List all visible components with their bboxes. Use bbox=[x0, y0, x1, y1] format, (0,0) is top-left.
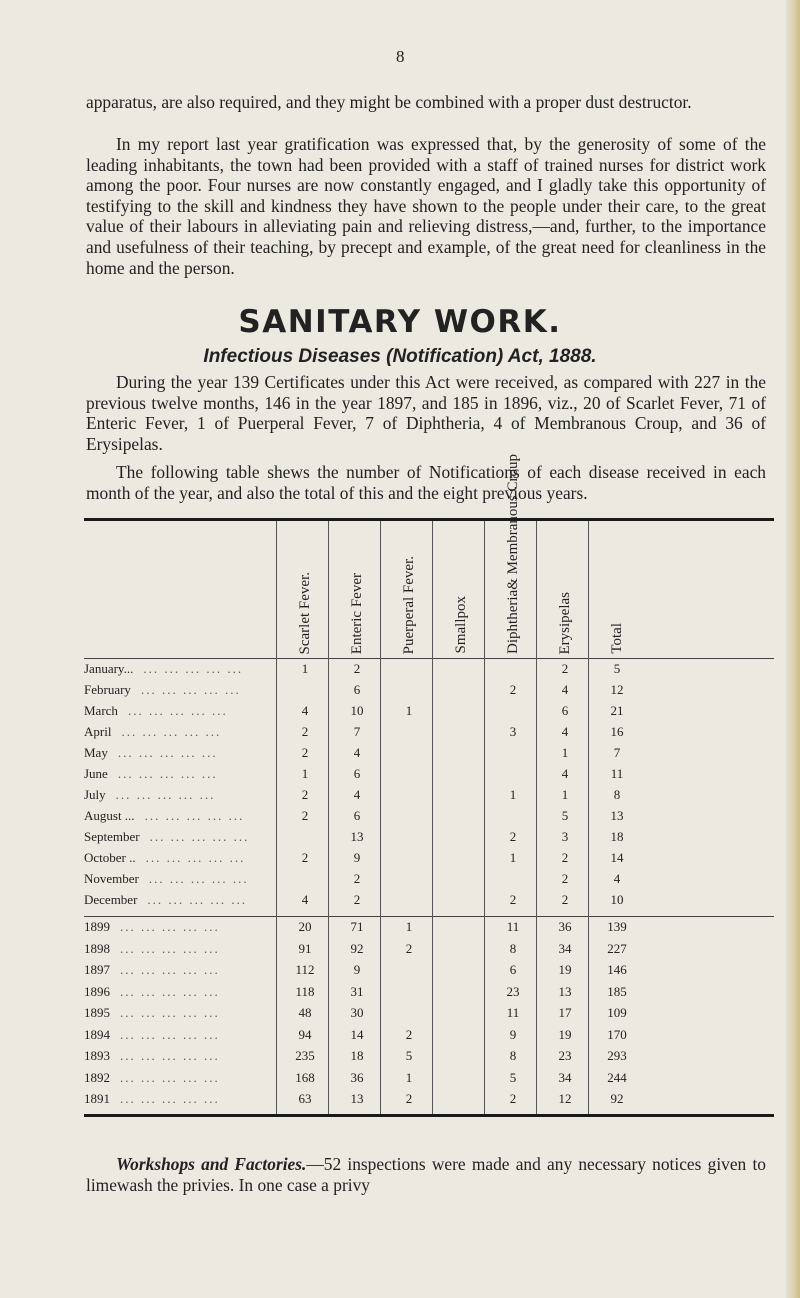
cell-diphtheria-croup: 1 bbox=[509, 787, 517, 802]
leader-dots: ... ... ... ... ... bbox=[145, 850, 246, 865]
cell-erysipelas: 36 bbox=[558, 919, 572, 934]
cell-scarlet-fever: 112 bbox=[295, 962, 315, 977]
cell-erysipelas: 2 bbox=[561, 850, 569, 865]
cell-puerperal-fever: 2 bbox=[405, 940, 413, 956]
month-row bbox=[84, 829, 774, 845]
column-header-label: Total bbox=[609, 623, 625, 654]
workshops-paragraph bbox=[86, 1154, 766, 1195]
leader-dots: ... ... ... ... ... bbox=[148, 871, 249, 886]
year-row bbox=[84, 941, 774, 957]
leader-dots: ... ... ... ... ... bbox=[144, 808, 245, 823]
column-header-label: Enteric Fever bbox=[349, 572, 365, 654]
year-row bbox=[84, 1070, 774, 1086]
leader-dots: ... ... ... ... ... bbox=[120, 940, 220, 956]
row-label-text: 1898 bbox=[84, 940, 110, 956]
cell-erysipelas: 4 bbox=[561, 724, 569, 739]
cell-scarlet-fever: 48 bbox=[298, 1005, 312, 1020]
cell-diphtheria-croup: 8 bbox=[509, 940, 517, 956]
cell-scarlet-fever: 2 bbox=[301, 745, 309, 760]
row-label-text: 1891 bbox=[84, 1091, 110, 1106]
cell-scarlet-fever: 4 bbox=[301, 892, 309, 907]
row-label-text: August ... bbox=[84, 808, 135, 823]
cell-diphtheria-croup: 2 bbox=[509, 1091, 517, 1106]
year-row bbox=[84, 984, 774, 1000]
row-label bbox=[84, 871, 249, 887]
cell-total: 4 bbox=[613, 871, 621, 886]
cell-puerperal-fever: 5 bbox=[405, 1048, 413, 1063]
column-header-label: Erysipelas bbox=[557, 591, 573, 654]
column-header-enteric-fever bbox=[334, 528, 380, 654]
cell-scarlet-fever: 2 bbox=[301, 808, 309, 823]
cell-diphtheria-croup: 23 bbox=[506, 983, 520, 999]
cell-erysipelas: 1 bbox=[561, 745, 569, 760]
row-label bbox=[84, 829, 249, 845]
cell-enteric-fever: 9 bbox=[353, 962, 361, 977]
month-row bbox=[84, 787, 774, 803]
cell-scarlet-fever: 2 bbox=[301, 787, 309, 802]
months-years-rule bbox=[84, 916, 774, 917]
column-header-label: Scarlet Fever. bbox=[297, 571, 313, 654]
row-label bbox=[84, 787, 215, 803]
cell-total: 8 bbox=[613, 787, 621, 802]
cell-total: 293 bbox=[607, 1048, 627, 1063]
cell-erysipelas: 19 bbox=[558, 962, 572, 977]
cell-diphtheria-croup: 11 bbox=[506, 1005, 520, 1020]
column-header-puerperal-fever bbox=[386, 528, 432, 654]
cell-enteric-fever: 2 bbox=[353, 892, 361, 907]
column-header-label: Puerperal Fever. bbox=[401, 555, 417, 654]
cell-diphtheria-croup: 2 bbox=[509, 829, 517, 844]
cell-total: 12 bbox=[610, 682, 624, 697]
cell-scarlet-fever: 94 bbox=[298, 1026, 312, 1042]
cell-enteric-fever: 7 bbox=[353, 724, 361, 739]
row-label bbox=[84, 724, 221, 740]
cell-total: 14 bbox=[610, 850, 624, 865]
year-row bbox=[84, 919, 774, 935]
cell-enteric-fever: 2 bbox=[353, 661, 361, 676]
row-label bbox=[84, 745, 218, 761]
cell-diphtheria-croup: 2 bbox=[509, 892, 517, 907]
cell-total: 244 bbox=[607, 1069, 627, 1085]
cell-erysipelas: 4 bbox=[561, 682, 569, 697]
cell-enteric-fever: 10 bbox=[350, 703, 364, 718]
row-label-text: February bbox=[84, 682, 131, 697]
row-label-text: March bbox=[84, 703, 118, 718]
cell-scarlet-fever: 2 bbox=[301, 724, 309, 739]
cell-enteric-fever: 92 bbox=[350, 940, 364, 956]
row-label-text: June bbox=[84, 766, 108, 781]
month-row bbox=[84, 871, 774, 887]
cell-erysipelas: 2 bbox=[561, 892, 569, 907]
page-number: 8 bbox=[396, 47, 405, 66]
row-label bbox=[84, 919, 220, 935]
cell-puerperal-fever: 1 bbox=[405, 1069, 413, 1085]
header-rule bbox=[84, 658, 774, 659]
leader-dots: ... ... ... ... ... bbox=[120, 1069, 220, 1085]
cell-erysipelas: 2 bbox=[561, 871, 569, 886]
cell-enteric-fever: 9 bbox=[353, 850, 361, 865]
row-label bbox=[84, 941, 220, 957]
cell-erysipelas: 2 bbox=[561, 661, 569, 676]
cell-total: 11 bbox=[610, 766, 624, 781]
cell-enteric-fever: 13 bbox=[350, 829, 364, 844]
row-label-text: January... bbox=[84, 661, 134, 676]
cell-diphtheria-croup: 6 bbox=[509, 962, 517, 977]
cell-total: 5 bbox=[613, 661, 621, 676]
cell-scarlet-fever: 1 bbox=[301, 766, 309, 781]
cell-total: 21 bbox=[610, 703, 624, 718]
cell-enteric-fever: 6 bbox=[353, 808, 361, 823]
nurses-paragraph: In my report last year gratification was expressed that, by the generosity of some of the leading inhabitants, the town had been provided with a staff of trained nurses for district work among the poor. Four nurses are now constantly engaged, and I gladly take this opportunity of testifying to the skill and kindness they have shown to the people under their care, to the great value of their labours in alleviating pain and relieving distress,—and, further, to the importance and usefulness of their teaching, by precept and example, of the great need for cleanliness in the home and the person. bbox=[86, 134, 766, 278]
cell-scarlet-fever: 91 bbox=[298, 940, 312, 956]
cell-scarlet-fever: 4 bbox=[301, 703, 309, 718]
year-row bbox=[84, 1048, 774, 1064]
leader-dots: ... ... ... ... ... bbox=[147, 892, 248, 907]
cell-scarlet-fever: 235 bbox=[295, 1048, 315, 1063]
cell-scarlet-fever: 63 bbox=[298, 1091, 312, 1106]
row-label bbox=[84, 1048, 220, 1064]
leader-dots: ... ... ... ... ... bbox=[120, 1026, 220, 1042]
leader-dots: ... ... ... ... ... bbox=[149, 829, 250, 844]
cell-total: 185 bbox=[607, 983, 627, 999]
table-intro-paragraph: The following table shews the number of Notifications of each disease received in each month of the year, and also the total of this and the eight previous years. bbox=[86, 462, 766, 503]
year-row bbox=[84, 1091, 774, 1107]
cell-diphtheria-croup: 11 bbox=[506, 919, 520, 934]
column-header-label: Diphtheria& Membranous Croup bbox=[505, 454, 521, 654]
cell-enteric-fever: 13 bbox=[350, 1091, 364, 1106]
leader-dots: ... ... ... ... ... bbox=[117, 745, 218, 760]
cell-total: 146 bbox=[607, 962, 627, 977]
cell-erysipelas: 1 bbox=[561, 787, 569, 802]
column-header-scarlet-fever bbox=[282, 528, 328, 654]
month-row bbox=[84, 745, 774, 761]
year-row bbox=[84, 1027, 774, 1043]
cell-scarlet-fever: 20 bbox=[298, 919, 312, 934]
month-row bbox=[84, 724, 774, 740]
row-label bbox=[84, 850, 245, 866]
cell-total: 18 bbox=[610, 829, 624, 844]
row-label-text: 1899 bbox=[84, 919, 110, 934]
cell-scarlet-fever: 2 bbox=[301, 850, 309, 865]
row-label-text: 1894 bbox=[84, 1026, 110, 1042]
cell-enteric-fever: 14 bbox=[350, 1026, 364, 1042]
month-row bbox=[84, 703, 774, 719]
row-label-text: April bbox=[84, 724, 112, 739]
cell-total: 109 bbox=[607, 1005, 627, 1020]
row-label-text: September bbox=[84, 829, 140, 844]
row-label-text: 1896 bbox=[84, 983, 110, 999]
leader-dots: ... ... ... ... ... bbox=[120, 962, 220, 977]
cell-total: 227 bbox=[607, 940, 627, 956]
cell-puerperal-fever: 1 bbox=[405, 703, 413, 718]
row-label bbox=[84, 962, 220, 978]
leader-dots: ... ... ... ... ... bbox=[115, 787, 216, 802]
leader-dots: ... ... ... ... ... bbox=[120, 1091, 220, 1106]
row-label-text: 1893 bbox=[84, 1048, 110, 1063]
section-title: SANITARY WORK. bbox=[238, 304, 562, 340]
cell-diphtheria-croup: 1 bbox=[509, 850, 517, 865]
year-row bbox=[84, 1005, 774, 1021]
leader-dots: ... ... ... ... ... bbox=[143, 661, 244, 676]
leader-dots: ... ... ... ... ... bbox=[120, 983, 220, 999]
cell-enteric-fever: 36 bbox=[350, 1069, 364, 1085]
cell-enteric-fever: 4 bbox=[353, 745, 361, 760]
leader-dots: ... ... ... ... ... bbox=[117, 766, 218, 781]
row-label bbox=[84, 808, 244, 824]
row-label bbox=[84, 1027, 220, 1043]
cell-puerperal-fever: 2 bbox=[405, 1091, 413, 1106]
cell-erysipelas: 17 bbox=[558, 1005, 572, 1020]
cell-enteric-fever: 4 bbox=[353, 787, 361, 802]
cell-erysipelas: 19 bbox=[558, 1026, 572, 1042]
workshops-heading: Workshops and Factories. bbox=[116, 1154, 307, 1174]
column-header-diphtheria-croup bbox=[490, 454, 536, 654]
cell-erysipelas: 3 bbox=[561, 829, 569, 844]
cell-enteric-fever: 6 bbox=[353, 766, 361, 781]
row-label-text: November bbox=[84, 871, 139, 886]
row-label-text: 1892 bbox=[84, 1069, 110, 1085]
row-label bbox=[84, 661, 243, 677]
cell-puerperal-fever: 2 bbox=[405, 1026, 413, 1042]
column-header-erysipelas bbox=[542, 528, 588, 654]
table-top-rule bbox=[84, 518, 774, 521]
cell-erysipelas: 5 bbox=[561, 808, 569, 823]
column-header-smallpox bbox=[438, 528, 484, 654]
cell-puerperal-fever: 1 bbox=[405, 919, 413, 934]
leader-dots: ... ... ... ... ... bbox=[127, 703, 228, 718]
leader-dots: ... ... ... ... ... bbox=[121, 724, 222, 739]
row-label-text: October .. bbox=[84, 850, 136, 865]
workshops-text: —52 inspections were made and any necessary notices given to limewash the privies. In one case a privy bbox=[86, 1154, 766, 1195]
row-label bbox=[84, 1091, 220, 1107]
cell-scarlet-fever: 168 bbox=[295, 1069, 315, 1085]
cell-diphtheria-croup: 3 bbox=[509, 724, 517, 739]
row-label bbox=[84, 682, 241, 698]
leader-dots: ... ... ... ... ... bbox=[120, 919, 220, 934]
row-label bbox=[84, 766, 218, 782]
cell-scarlet-fever: 1 bbox=[301, 661, 309, 676]
cell-diphtheria-croup: 2 bbox=[509, 682, 517, 697]
column-header-label: Smallpox bbox=[453, 596, 469, 654]
month-row bbox=[84, 661, 774, 677]
cell-diphtheria-croup: 8 bbox=[509, 1048, 517, 1063]
month-row bbox=[84, 766, 774, 782]
row-label-text: 1895 bbox=[84, 1005, 110, 1020]
cell-total: 170 bbox=[607, 1026, 627, 1042]
cell-erysipelas: 13 bbox=[558, 983, 572, 999]
cell-erysipelas: 4 bbox=[561, 766, 569, 781]
cell-total: 7 bbox=[613, 745, 621, 760]
certificates-paragraph: During the year 139 Certificates under this Act were received, as compared with 227 in the previous twelve months, 146 in the year 1897, and 185 in 1896, viz., 20 of Scarlet Fever, 71 of Enteric Fever, 1 of Puerperal Fever, 7 of Diphtheria, 4 of Membranous Croup, and 36 of Erysipelas. bbox=[86, 372, 766, 454]
section-subtitle: Infectious Diseases (Notification) Act, 1888. bbox=[203, 346, 597, 367]
cell-enteric-fever: 6 bbox=[353, 682, 361, 697]
cell-total: 10 bbox=[610, 892, 624, 907]
cell-enteric-fever: 18 bbox=[350, 1048, 364, 1063]
cell-enteric-fever: 2 bbox=[353, 871, 361, 886]
table-bottom-rule bbox=[84, 1114, 774, 1117]
cell-erysipelas: 34 bbox=[558, 940, 572, 956]
page-edge bbox=[786, 0, 800, 1298]
cell-total: 13 bbox=[610, 808, 624, 823]
cell-diphtheria-croup: 5 bbox=[509, 1069, 517, 1085]
row-label-text: July bbox=[84, 787, 106, 802]
cell-enteric-fever: 31 bbox=[350, 983, 364, 999]
cell-erysipelas: 12 bbox=[558, 1091, 572, 1106]
cell-erysipelas: 23 bbox=[558, 1048, 572, 1063]
intro-paragraph: apparatus, are also required, and they might be combined with a proper dust destructor. bbox=[86, 92, 692, 112]
row-label bbox=[84, 984, 220, 1000]
cell-erysipelas: 34 bbox=[558, 1069, 572, 1085]
cell-erysipelas: 6 bbox=[561, 703, 569, 718]
cell-enteric-fever: 71 bbox=[350, 919, 364, 934]
row-label-text: December bbox=[84, 892, 138, 907]
leader-dots: ... ... ... ... ... bbox=[120, 1048, 220, 1063]
year-row bbox=[84, 962, 774, 978]
cell-total: 16 bbox=[610, 724, 624, 739]
month-row bbox=[84, 892, 774, 908]
month-row bbox=[84, 808, 774, 824]
row-label bbox=[84, 892, 247, 908]
cell-total: 92 bbox=[610, 1091, 624, 1106]
cell-diphtheria-croup: 9 bbox=[509, 1026, 517, 1042]
column-header-total bbox=[594, 528, 640, 654]
leader-dots: ... ... ... ... ... bbox=[120, 1005, 220, 1020]
row-label bbox=[84, 703, 228, 719]
leader-dots: ... ... ... ... ... bbox=[140, 682, 241, 697]
row-label bbox=[84, 1005, 220, 1021]
cell-enteric-fever: 30 bbox=[350, 1005, 364, 1020]
row-label-text: May bbox=[84, 745, 108, 760]
row-label bbox=[84, 1070, 220, 1086]
month-row bbox=[84, 850, 774, 866]
cell-total: 139 bbox=[607, 919, 627, 934]
cell-scarlet-fever: 118 bbox=[295, 983, 315, 999]
row-label-text: 1897 bbox=[84, 962, 110, 977]
month-row bbox=[84, 682, 774, 698]
